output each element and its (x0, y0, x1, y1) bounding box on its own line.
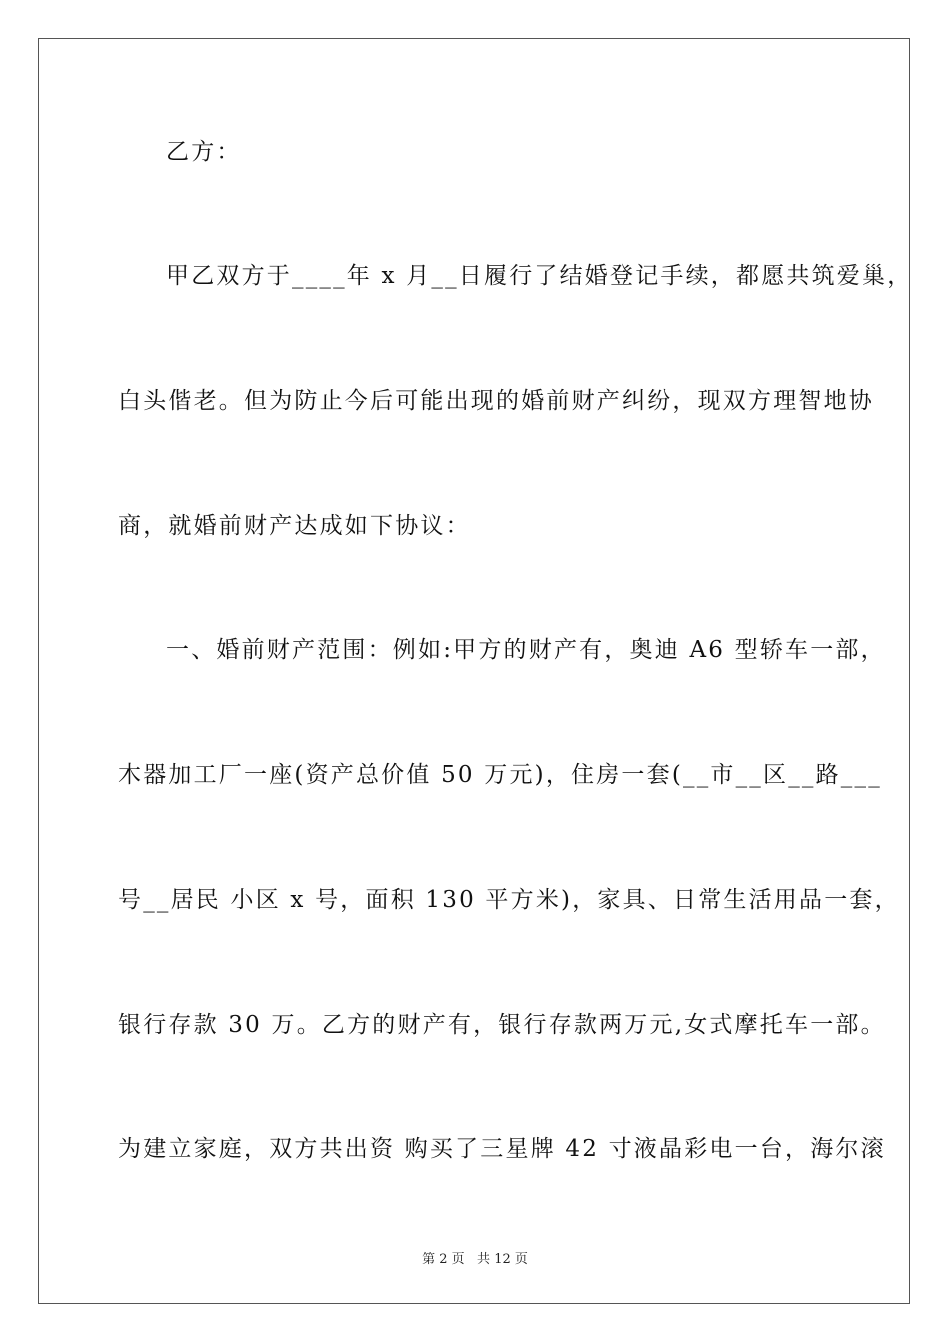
clause-one-heading-line: 一、婚前财产范围：例如:甲方的财产有，奥迪 A6 型轿车一部， (166, 637, 886, 663)
page-number-footer: 第 2 页 共 12 页 (422, 1252, 528, 1267)
paragraph-line: 木器加工厂一座(资产总价值 50 万元)，住房一套(__市__区__路___ (118, 762, 882, 788)
paragraph-line: 银行存款 30 万。乙方的财产有，银行存款两万元,女式摩托车一部。 (118, 1012, 886, 1038)
paragraph-line: 甲乙双方于____年 x 月__日履行了结婚登记手续，都愿共筑爱巢， (166, 263, 913, 289)
paragraph-line: 为建立家庭，双方共出资 购买了三星牌 42 寸液晶彩电一台，海尔滚 (118, 1136, 886, 1162)
party-b-label: 乙方： (166, 139, 242, 165)
paragraph-line: 商，就婚前财产达成如下协议： (118, 513, 471, 539)
paragraph-line: 号__居民 小区 x 号，面积 130 平方米)，家具、日常生活用品一套， (118, 887, 900, 913)
page-border (38, 38, 913, 1304)
paragraph-line: 白头偕老。但为防止今后可能出现的婚前财产纠纷，现双方理智地协 (118, 388, 874, 414)
